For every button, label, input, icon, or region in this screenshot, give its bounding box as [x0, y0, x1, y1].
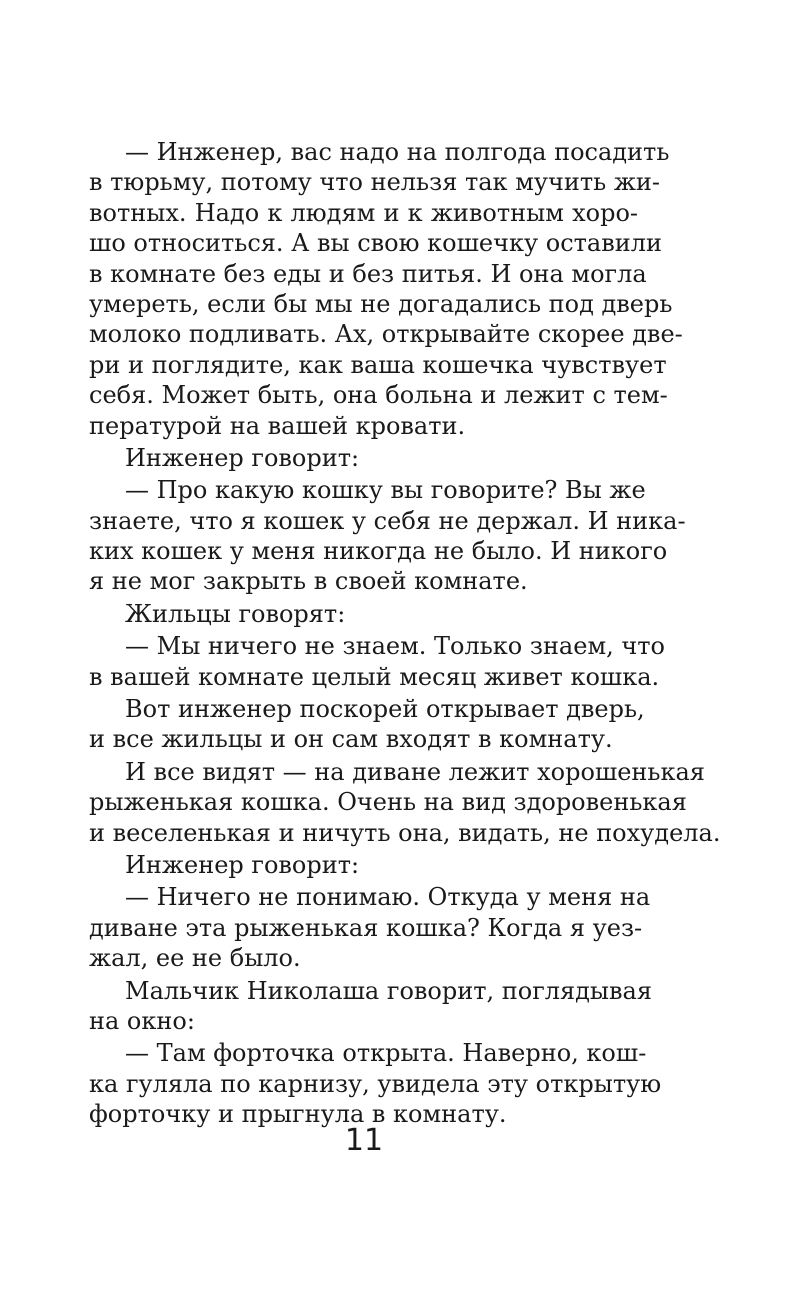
text-line: вотных. Надо к людям и к животным хоро- [89, 198, 638, 227]
text-line: — Там форточка открыта. Наверно, кош- [125, 1039, 647, 1068]
text-line: в комнате без еды и без питья. И она могла [89, 259, 647, 288]
paragraph [89, 631, 665, 692]
text-line: И все видят — на диване лежит хорошенькая [125, 757, 705, 786]
text-line: форточку и прыгнула в комнату. [89, 1100, 507, 1129]
text-line: шо относиться. А вы свою кошечку оставили [89, 229, 662, 258]
text-line: я не мог закрыть в своей комнате. [89, 567, 528, 596]
text-line: пературой на вашей кровати. [89, 411, 466, 440]
paragraph [89, 757, 721, 848]
paragraph [89, 850, 638, 880]
text-line: — Мы ничего не знаем. Только знаем, что [125, 632, 665, 661]
text-line: ка гуляла по карнизу, увидела эту открытую [89, 1069, 662, 1098]
text-line: диване эта рыженькая кошка? Когда я уез- [89, 913, 643, 942]
text-line: Инженер говорит: [125, 443, 360, 472]
text-line: знаете, что я кошек у себя не держал. И ника- [89, 506, 686, 535]
paragraph [89, 443, 638, 473]
text-line: — Ничего не понимаю. Откуда у меня на [125, 883, 651, 912]
text-line: в вашей комнате целый месяц живет кошка. [89, 662, 660, 691]
text-line: себя. Может быть, она больна и лежит с тем- [89, 381, 668, 410]
text-line: ких кошек у меня никогда не было. И никого [89, 537, 668, 566]
paragraph [89, 137, 683, 441]
text-line: и веселенькая и ничуть она, видать, не похудела. [89, 818, 721, 847]
paragraph [89, 599, 638, 629]
text-line: Жильцы говорят: [125, 599, 346, 628]
paragraph [89, 694, 645, 755]
page-number: 11 [344, 1123, 384, 1158]
text-line: — Про какую кошку вы говорите? Вы же [125, 476, 646, 505]
text-line: умереть, если бы мы не догадались под дверь [89, 289, 673, 318]
text-line: и все жильцы и он сам входят в комнату. [89, 725, 613, 754]
text-line: в тюрьму, потому что нельзя так мучить жи- [89, 168, 660, 197]
paragraph [89, 1038, 662, 1129]
text-line: жал, ее не было. [89, 944, 301, 973]
page-text [89, 137, 721, 1130]
text-line: Вот инженер поскорей открывает дверь, [125, 695, 645, 724]
text-line: на окно: [89, 1006, 195, 1035]
paragraph [89, 475, 686, 597]
text-line: ри и поглядите, как ваша кошечка чувствует [89, 350, 667, 379]
text-line: Инженер говорит: [125, 850, 360, 879]
text-line: молоко подливать. Ах, открывайте скорее две- [89, 320, 683, 349]
text-line: — Инженер, вас надо на полгода посадить [125, 138, 670, 166]
text-line: Мальчик Николаша говорит, поглядывая [125, 976, 652, 1005]
paragraph [89, 976, 652, 1037]
text-line: рыженькая кошка. Очень на вид здоровенькая [89, 788, 687, 817]
paragraph [89, 882, 651, 973]
